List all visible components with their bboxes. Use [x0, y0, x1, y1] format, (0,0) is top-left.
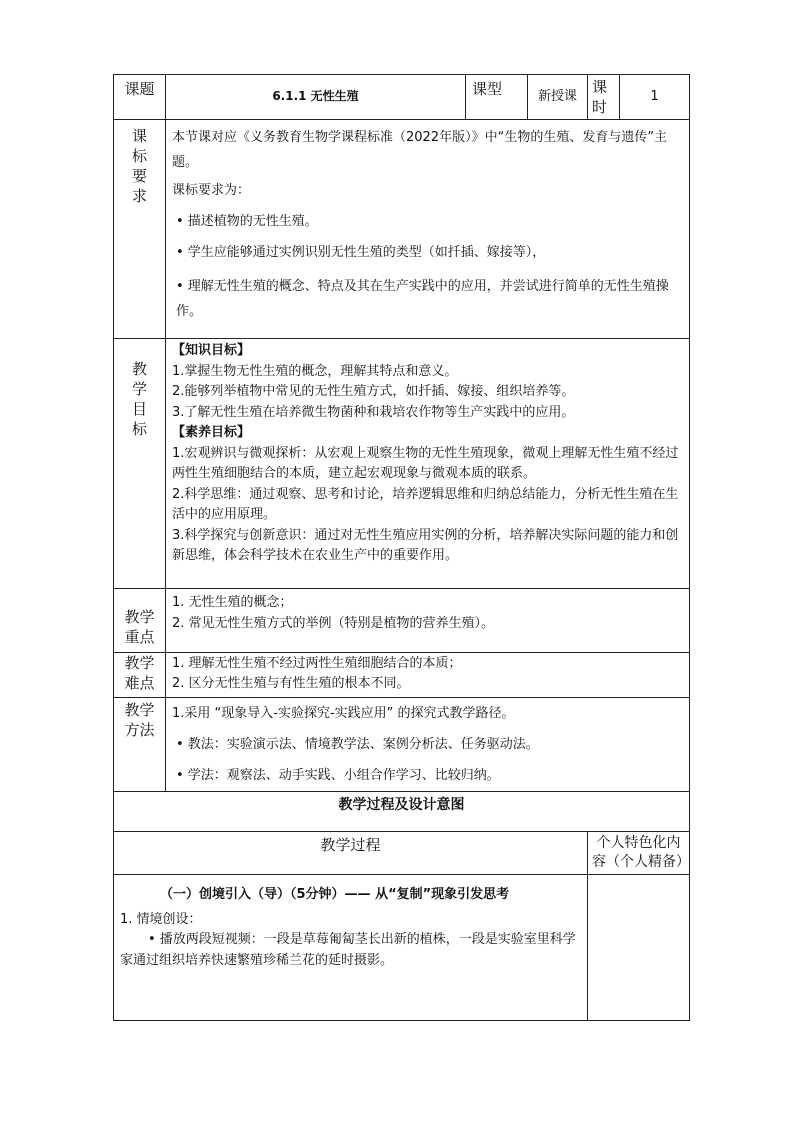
- standards-bullet: • 描述植物的无性生殖。: [176, 214, 318, 229]
- key-points-row: [114, 589, 690, 653]
- standards-row: [114, 120, 690, 339]
- standards-intro: 本节课对应《义务教育生物学课程标准（2022年版）》中“生物的生殖、发育与遗传”主题。: [172, 130, 668, 170]
- methods-row: [114, 698, 690, 792]
- key-points-label: 教学重点: [114, 589, 166, 653]
- process-content-row: [114, 875, 690, 1021]
- standards-bullet: • 学生应能够通过实例识别无性生殖的类型（如扦插、嫁接等），: [176, 245, 546, 260]
- key-point-item: 1. 无性生殖的概念；: [172, 595, 293, 610]
- type-value: 新授课: [528, 75, 588, 120]
- knowledge-item: 3.了解无性生殖在培养微生物菌种和栽培农作物等生产实践中的应用。: [172, 404, 575, 420]
- key-points-content: [166, 589, 690, 653]
- personal-col-header: 个人特色化内容（个人精备）: [588, 832, 690, 875]
- topic-label: 课题: [114, 75, 166, 120]
- standards-req: 课标要求为：: [172, 183, 251, 198]
- hours-value: 1: [620, 75, 690, 120]
- difficulties-row: [114, 653, 690, 698]
- lesson-plan: [113, 74, 689, 1021]
- type-label: 课型: [466, 75, 528, 120]
- knowledge-title: 【知识目标】: [172, 343, 251, 358]
- personal-content: [588, 875, 690, 1021]
- objectives-label: 教学目标: [114, 339, 166, 589]
- standards-bullet: • 理解无性生殖的概念、特点及其在生产实践中的应用，并尝试进行简单的无性生殖操作。: [176, 279, 669, 319]
- knowledge-item: 2.能够列举植物中常见的无性生殖方式，如扦插、嫁接、组织培养等。: [172, 384, 575, 399]
- difficulty-item: 2. 区分无性生殖与有性生殖的根本不同。: [172, 676, 410, 691]
- step-sub-text: • 播放两段短视频：一段是草莓匍匐茎长出新的植株，一段是实验室里科学家通过组织培养快速繁殖珍稀兰花的延时摄影。: [120, 932, 576, 968]
- key-point-item: 2. 常见无性生殖方式的举例（特别是植物的营养生殖）。: [172, 616, 495, 631]
- literacy-item: 3.科学探究与创新意识：通过对无性生殖应用实例的分析，培养解决实际问题的能力和创新思维，体会科学技术在农业生产中的重要作用。: [172, 527, 679, 563]
- difficulties-label: 教学难点: [114, 653, 166, 698]
- step-sub-title: 1. 情境创设：: [120, 912, 202, 927]
- literacy-item: 1.宏观辨识与微观探析：从宏观上观察生物的无性生殖现象，微观上理解无性生殖不经过两性生殖细胞结合的本质，建立起宏观现象与微观本质的联系。: [172, 445, 679, 481]
- process-header-row: [114, 832, 690, 875]
- method-item: • 学法：观察法、动手实践、小组合作学习、比较归纳。: [176, 768, 500, 783]
- hours-label: 课时: [588, 75, 620, 120]
- process-col-header: 教学过程: [114, 832, 588, 875]
- difficulty-item: 1. 理解无性生殖不经过两性生殖细胞结合的本质；: [172, 656, 462, 671]
- topic-value: 6.1.1 无性生殖: [166, 75, 466, 120]
- process-content: [114, 875, 588, 1021]
- standards-content: [166, 120, 690, 339]
- method-item: 1.采用 “现象导入-实验探究-实践应用” 的探究式教学路径。: [172, 706, 515, 721]
- objectives-row: [114, 339, 690, 589]
- header-row: [114, 75, 690, 120]
- knowledge-item: 1.掌握生物无性生殖的概念，理解其特点和意义。: [172, 363, 458, 379]
- objectives-content: [166, 339, 690, 589]
- methods-label: 教学方法: [114, 698, 166, 792]
- process-section-title: 教学过程及设计意图: [114, 792, 690, 832]
- lesson-plan-table: [113, 74, 690, 1021]
- method-item: • 教法：实验演示法、情境教学法、案例分析法、任务驱动法。: [176, 737, 539, 752]
- standards-label: 课标要求: [114, 120, 166, 339]
- methods-content: [166, 698, 690, 792]
- difficulties-content: [166, 653, 690, 698]
- step-title: （一）创境引入（导）（5分钟）—— 从“复制”现象引发思考: [160, 887, 510, 902]
- literacy-item: 2.科学思维：通过观察、思考和讨论，培养逻辑思维和归纳总结能力，分析无性生殖在生活中的应用原理。: [172, 486, 679, 522]
- literacy-title: 【素养目标】: [172, 425, 251, 440]
- process-title-row: [114, 792, 690, 832]
